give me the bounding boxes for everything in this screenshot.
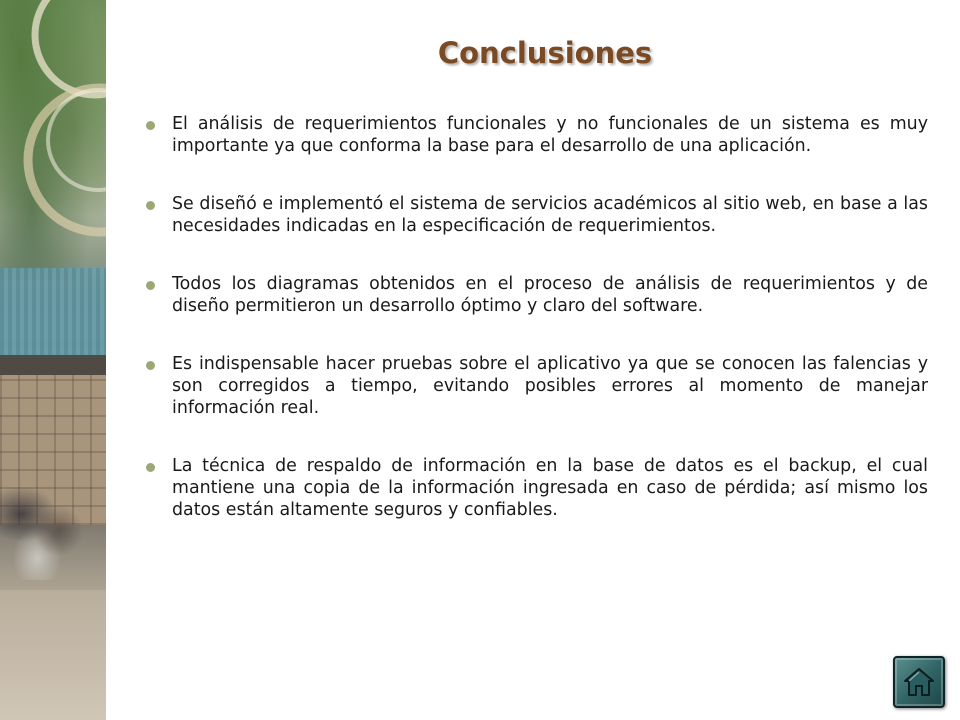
bullet-icon <box>146 361 155 370</box>
bullet-icon <box>146 121 155 130</box>
list-item <box>146 273 928 317</box>
bullet-text: Todos los diagramas obtenidos en el proceso de análisis de requerimientos y de diseño permitieron un desarrollo óptimo y claro del software. <box>172 274 928 316</box>
bullet-icon <box>146 463 155 472</box>
list-item <box>146 455 928 521</box>
list-item <box>146 113 928 157</box>
bullet-icon <box>146 201 155 210</box>
list-item <box>146 353 928 419</box>
home-button[interactable] <box>893 656 945 708</box>
slide-title: Conclusiones <box>437 36 653 70</box>
bullet-text: La técnica de respaldo de información en la base de datos es el backup, el cual mantiene una copia de la información ingresada en caso de pérdida; así mismo los datos están altamente seguros y confiables. <box>172 456 928 520</box>
bullet-icon <box>146 281 155 290</box>
decorative-photo-strip <box>0 0 106 720</box>
bullet-text: Se diseñó e implementó el sistema de servicios académicos al sitio web, en base a las necesidades indicadas en la especificación de requerimientos. <box>172 194 928 236</box>
home-icon <box>903 666 935 698</box>
decorative-rings <box>0 0 106 720</box>
bullet-text: El análisis de requerimientos funcionales y no funcionales de un sistema es muy importante ya que conforma la base para el desarrollo de una aplicación. <box>172 114 928 156</box>
list-item <box>146 193 928 237</box>
bullet-text: Es indispensable hacer pruebas sobre el aplicativo ya que se conocen las falencias y son corregidos a tiempo, evitando posibles errores al momento de manejar información real. <box>172 354 928 418</box>
conclusions-list <box>146 113 928 557</box>
